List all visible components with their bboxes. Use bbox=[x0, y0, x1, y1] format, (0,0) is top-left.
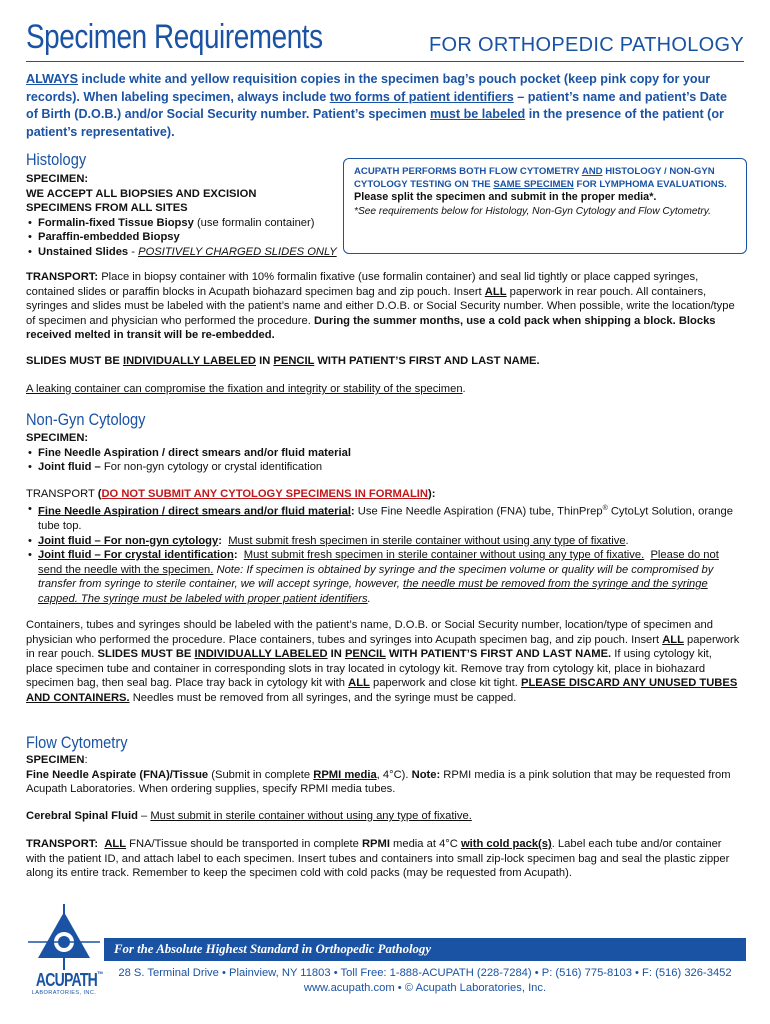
list-item bbox=[26, 216, 346, 231]
slides-text: INDIVIDUALLY LABELED bbox=[122, 355, 256, 367]
csf-dash: – bbox=[137, 810, 151, 822]
transport-text: media at 4°C bbox=[389, 838, 461, 850]
histology-from-sites: SPECIMENS FROM ALL SITES bbox=[26, 202, 188, 215]
logo-name: ACUPATH bbox=[35, 970, 98, 990]
list-item bbox=[26, 548, 740, 606]
list-item-bold: Joint fluid – For crystal identification bbox=[38, 549, 234, 562]
nongyn-specimen bbox=[26, 431, 740, 475]
nongyn-list bbox=[26, 446, 740, 475]
flow-specimen-label bbox=[26, 753, 740, 768]
note-text: ACUPATH PERFORMS BOTH FLOW CYTOMETRY bbox=[354, 166, 582, 177]
list-item bbox=[26, 502, 740, 534]
csf-text: Must submit in sterile container without using any type of fixative. bbox=[150, 810, 472, 822]
list-item bbox=[26, 245, 346, 260]
transport-text: paperwork in rear pouch. All containers, syringes and slides must be labeled with the patient’s name and either D.O.B. or Social Security number. When possible, write the location/type of specimen and physician who performed the procedure. bbox=[26, 285, 735, 327]
flow-rpmi: RPMI media bbox=[313, 768, 377, 781]
intro-paragraph bbox=[26, 71, 732, 141]
intro-text: in the presence of the patient (or patient’s representative). bbox=[26, 107, 724, 139]
note-text: AND bbox=[581, 166, 603, 177]
list-item-bold: Unstained Slides bbox=[38, 245, 129, 258]
para-all: ALL bbox=[348, 677, 370, 690]
list-item-text: - bbox=[128, 245, 139, 258]
flow-specimen bbox=[26, 753, 740, 797]
leaking-end: . bbox=[462, 383, 466, 395]
histology-list bbox=[26, 216, 346, 260]
list-item-colon: : bbox=[233, 549, 238, 562]
flow-transport bbox=[26, 837, 740, 881]
para-bold: PENCIL bbox=[344, 648, 386, 661]
list-item-end: . bbox=[625, 534, 629, 547]
logo-wordmark bbox=[35, 970, 103, 991]
list-item bbox=[26, 446, 740, 461]
note-line-1 bbox=[354, 165, 736, 191]
formalin-warning: DO NOT SUBMIT ANY CYTOLOGY SPECIMENS IN FORMALIN bbox=[101, 488, 428, 500]
list-item-bold: Paraffin-embedded Biopsy bbox=[38, 231, 180, 244]
nongyn-transport-label bbox=[26, 487, 740, 502]
intro-text: – patient’s name and patient’s Date of Birth (D.O.B.) and/or Social Security number. Patient’s specimen bbox=[26, 89, 727, 121]
list-item-text: Must submit fresh specimen in sterile container without using any type of fixative. bbox=[243, 549, 645, 562]
transport-bold: During the summer months, use a cold pack when shipping a block. Blocks received melted in transit will be re-embedded. bbox=[26, 314, 716, 342]
transport-label: TRANSPORT: bbox=[26, 838, 99, 850]
transport-rpmi: RPMI bbox=[361, 838, 390, 850]
list-item-text: Must submit fresh specimen in sterile container without using any type of fixative bbox=[228, 534, 626, 547]
slides-text: SLIDES MUST BE bbox=[26, 355, 123, 367]
para-bold: SLIDES MUST BE bbox=[97, 648, 195, 661]
para-bold: IN bbox=[327, 648, 345, 661]
flow-text: RPMI media is a pink solution that may be requested from Acupath Laboratories. When ordering supplies, specify RPMI media tubes. bbox=[26, 768, 731, 796]
list-item-text: CytoLyt Solution, orange tube top. bbox=[38, 505, 733, 532]
para-discard: PLEASE DISCARD ANY UNUSED TUBES AND CONTAINERS. bbox=[26, 677, 738, 704]
histology-transport bbox=[26, 270, 740, 343]
list-item bbox=[26, 534, 740, 549]
transport-all: ALL bbox=[104, 838, 127, 850]
flow-note: Note: bbox=[411, 768, 441, 781]
para-text: Needles must be removed from all syringes, and the syringe must be capped. bbox=[129, 691, 517, 704]
flow-text: , 4°C). bbox=[376, 768, 412, 781]
page-title: Specimen Requirements bbox=[26, 18, 323, 56]
csf-bold: Cerebral Spinal Fluid bbox=[26, 810, 138, 822]
list-item-bold: Formalin-fixed Tissue Biopsy bbox=[38, 216, 194, 229]
histology-specimen-label: SPECIMEN: bbox=[26, 173, 89, 185]
slides-text: IN bbox=[256, 355, 274, 367]
list-item-colon: : bbox=[350, 505, 355, 518]
flow-fna-bold: Fine Needle Aspirate (FNA)/Tissue bbox=[26, 768, 209, 781]
flow-heading: Flow Cytometry bbox=[26, 733, 128, 752]
flow-fna bbox=[26, 768, 740, 797]
list-item-text: Note: If specimen is obtained by syringe and the specimen volume or quality will be compromised by transfer from syringe to sterile container, we will accept syringe, however, bbox=[38, 563, 714, 591]
page-subtitle: FOR ORTHOPEDIC PATHOLOGY bbox=[428, 34, 744, 56]
nongyn-transport-list bbox=[26, 502, 740, 607]
logo-subtitle: LABORATORIES, INC. bbox=[31, 990, 97, 996]
note-text: FOR LYMPHOMA EVALUATIONS. bbox=[573, 179, 727, 191]
acupath-logo-icon bbox=[28, 904, 100, 970]
flow-colon: : bbox=[84, 754, 88, 766]
transport-text: FNA/Tissue should be transported in complete bbox=[126, 838, 362, 850]
logo-tm: ™ bbox=[97, 970, 103, 979]
list-item-text: POSITIVELY CHARGED SLIDES ONLY bbox=[138, 245, 337, 258]
flow-text: (Submit in complete bbox=[208, 768, 314, 781]
list-item-text: Use Fine Needle Aspiration (FNA) tube, ThinPrep bbox=[354, 505, 603, 518]
acupath-logo bbox=[28, 904, 103, 1004]
list-item-end: . bbox=[367, 592, 371, 605]
para-all: ALL bbox=[662, 633, 684, 646]
nongyn-paragraph bbox=[26, 618, 740, 706]
nongyn-labeling-paragraph bbox=[26, 618, 740, 706]
footer-web: www.acupath.com • © Acupath Laboratories, Inc. bbox=[303, 982, 547, 994]
list-item bbox=[26, 460, 740, 475]
transport-all: ALL bbox=[484, 285, 507, 298]
list-item-colon: : bbox=[218, 534, 222, 547]
transport-text: Place in biopsy container with 10% formalin fixative (use formalin container) and seal lid tightly or place capped syringes, contained slides or paraffin blocks in Acupath biohazard specimen bag and zip pouch. Insert bbox=[26, 271, 699, 298]
transport-label: TRANSPORT: bbox=[26, 271, 99, 283]
leaking-warning bbox=[26, 382, 740, 397]
list-item-bold: Joint fluid – bbox=[38, 461, 101, 474]
transport-paren: ( bbox=[97, 488, 102, 500]
slides-text: WITH PATIENT’S FIRST AND LAST NAME. bbox=[314, 355, 540, 367]
footer-tagline: For the Absolute Highest Standard in Orthopedic Pathology bbox=[104, 938, 746, 961]
list-item-text: the needle must be removed from the syringe and the syringe capped. The syringe must be labeled with proper patient identifiers bbox=[38, 578, 708, 605]
transport-paren: ): bbox=[427, 488, 436, 500]
note-text: HISTOLOGY / NON-GYN CYTOLOGY TESTING ON THE bbox=[354, 166, 715, 191]
intro-always: ALWAYS bbox=[26, 72, 79, 86]
footer-contact bbox=[104, 966, 746, 996]
para-text: If using cytology kit, place specimen tube and container in corresponding slots in tray located in cytology kit. Remove tray from cytology kit, place in biohazard specimen bag, then seal bag. Place tray back in cytology kit with bbox=[26, 648, 712, 690]
page-header bbox=[26, 14, 744, 62]
registered-mark: ® bbox=[602, 504, 608, 512]
list-item-bold: Joint fluid – For non-gyn cytology bbox=[38, 534, 219, 547]
flow-transport-text bbox=[26, 837, 740, 881]
slides-text: PENCIL bbox=[273, 355, 315, 367]
para-text: paperwork and close kit tight. bbox=[369, 677, 521, 690]
intro-must-label: must be labeled bbox=[430, 107, 526, 121]
para-bold: INDIVIDUALLY LABELED bbox=[194, 648, 328, 661]
para-text: Containers, tubes and syringes should be labeled with the patient’s name, D.O.B. or Social Security number, location/type of specimen and physician who performed the procedure. Place containers, tubes and syringes into Acupath specimen bag, and zip pouch. Insert bbox=[26, 619, 713, 646]
list-item-text: (use formalin container) bbox=[193, 216, 315, 229]
list-item bbox=[26, 230, 346, 245]
note-line-2: Please split the specimen and submit in the proper media*. bbox=[354, 191, 657, 204]
list-item-text: For non-gyn cytology or crystal identification bbox=[100, 461, 323, 474]
intro-text: include white and yellow requisition copies in the specimen bag’s pouch pocket (keep pink copy for your records). When labeling specimen, always include bbox=[26, 72, 711, 104]
flow-label: SPECIMEN bbox=[26, 754, 85, 766]
list-item-text: Please do not send the needle with the specimen. bbox=[38, 549, 719, 576]
list-item-bold: Fine Needle Aspiration / direct smears and/or fluid material bbox=[38, 505, 351, 518]
para-text: paperwork in rear pouch. bbox=[26, 633, 740, 661]
nongyn-specimen-label: SPECIMEN: bbox=[26, 432, 89, 444]
transport-text: . Label each tube and/or container with the patient ID, and attach label to each specimen. Insert tubes and containers into small zip-lock specimen bag and seal the plastic zipper along its entire track. Remember to keep the specimen cold with cold packs (may be requested from Acupath). bbox=[26, 838, 730, 880]
para-bold: WITH PATIENT’S FIRST AND LAST NAME. bbox=[385, 648, 612, 661]
note-text: SAME SPECIMEN bbox=[493, 179, 574, 191]
histology-heading: Histology bbox=[26, 150, 87, 169]
note-line-3: *See requirements below for Histology, Non-Gyn Cytology and Flow Cytometry. bbox=[354, 205, 711, 217]
histology-accept: WE ACCEPT ALL BIOPSIES AND EXCISION bbox=[26, 187, 257, 200]
transport-cold: with cold pack(s) bbox=[460, 838, 552, 850]
flow-csf bbox=[26, 809, 740, 824]
slides-label-rule bbox=[26, 354, 740, 369]
list-item-bold: Fine Needle Aspiration / direct smears and/or fluid material bbox=[38, 446, 351, 459]
nongyn-transport bbox=[26, 487, 740, 606]
leaking-text: A leaking container can compromise the fixation and integrity or stability of the specimen bbox=[26, 383, 463, 395]
nongyn-heading: Non-Gyn Cytology bbox=[26, 410, 146, 429]
lymphoma-note-box bbox=[343, 158, 747, 254]
intro-two-forms: two forms of patient identifiers bbox=[329, 89, 514, 104]
transport-label: TRANSPORT bbox=[26, 488, 98, 500]
histology-specimen bbox=[26, 172, 346, 260]
footer-address: 28 S. Terminal Drive • Plainview, NY 11803 • Toll Free: 1-888-ACUPATH (228-7284) • P: (516) 775-8103 • F: (516) 326-3452 bbox=[118, 967, 732, 979]
histology-transport-text bbox=[26, 270, 740, 343]
